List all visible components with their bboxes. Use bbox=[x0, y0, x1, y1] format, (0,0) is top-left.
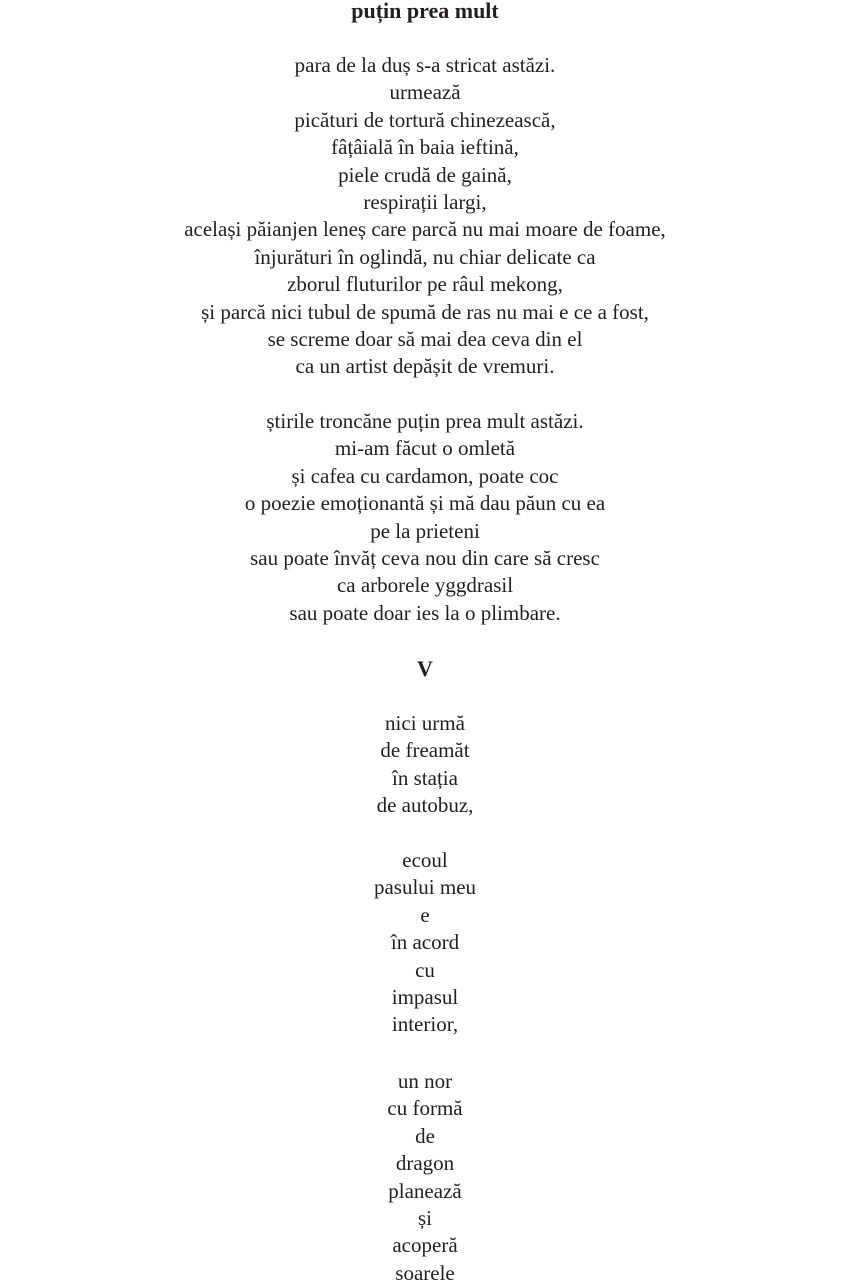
section-numeral: V bbox=[417, 656, 433, 681]
verse-line: fâțâială în baia ieftină, bbox=[331, 135, 519, 160]
verse-line: și cafea cu cardamon, poate coc bbox=[291, 463, 559, 488]
verse-line: un nor bbox=[397, 1069, 453, 1093]
verse-line: pasului meu bbox=[373, 875, 477, 900]
stanza-5 bbox=[0, 1068, 850, 1287]
verse-line: respirații largi, bbox=[363, 190, 487, 215]
verse-line: în stația bbox=[392, 765, 458, 790]
verse-line: ecoul bbox=[402, 848, 448, 872]
verse-line: interior, bbox=[391, 1012, 459, 1037]
verse-line: piele crudă de gaină, bbox=[338, 162, 512, 187]
verse-line: ca arborele yggdrasil bbox=[336, 573, 514, 598]
verse-line: ca un artist depășit de vremuri. bbox=[295, 354, 555, 379]
verse-line: acoperă bbox=[392, 1233, 458, 1258]
verse-line: înjurături în oglindă, nu chiar delicate ca bbox=[254, 244, 596, 269]
verse-line: mi-am făcut o omletă bbox=[334, 436, 516, 461]
stanza-3 bbox=[0, 710, 850, 820]
verse-line: soarele bbox=[395, 1260, 455, 1285]
verse-line: nici urmă bbox=[385, 711, 465, 735]
verse-line: același păianjen leneș care parcă nu mai moare de foame, bbox=[184, 217, 666, 242]
verse-line: planează bbox=[388, 1178, 462, 1203]
verse-line: sau poate doar ies la o plimbare. bbox=[289, 600, 561, 625]
stanza-1 bbox=[0, 52, 850, 381]
verse-line: în acord bbox=[390, 930, 460, 955]
verse-line: se screme doar să mai dea ceva din el bbox=[267, 327, 583, 352]
verse-line: de autobuz, bbox=[376, 793, 474, 818]
verse-line: și bbox=[417, 1206, 432, 1231]
verse-line: e bbox=[420, 902, 430, 927]
stanza-4 bbox=[0, 847, 850, 1039]
verse-line: zborul fluturilor pe râul mekong, bbox=[287, 272, 563, 297]
poem-title: puțin prea mult bbox=[351, 0, 499, 23]
verse-line: o poezie emoționantă și mă dau păun cu ea bbox=[244, 491, 606, 516]
verse-line: cu bbox=[415, 957, 435, 982]
verse-line: și parcă nici tubul de spumă de ras nu mai e ce a fost, bbox=[201, 299, 649, 324]
verse-line: de freamăt bbox=[380, 738, 470, 763]
verse-line: dragon bbox=[395, 1151, 455, 1176]
verse-line: cu formă bbox=[387, 1096, 463, 1121]
verse-line: urmează bbox=[389, 80, 461, 105]
verse-line: picături de tortură chinezească, bbox=[294, 107, 556, 132]
stanza-2 bbox=[0, 408, 850, 627]
verse-line: de bbox=[415, 1123, 435, 1148]
verse-line: știrile troncăne puțin prea mult astăzi. bbox=[266, 409, 584, 433]
verse-line: pe la prieteni bbox=[370, 518, 480, 543]
verse-line: impasul bbox=[391, 985, 459, 1010]
verse-line: para de la duș s-a stricat astăzi. bbox=[294, 53, 556, 77]
verse-line: sau poate învăț ceva nou din care să cresc bbox=[250, 546, 600, 571]
